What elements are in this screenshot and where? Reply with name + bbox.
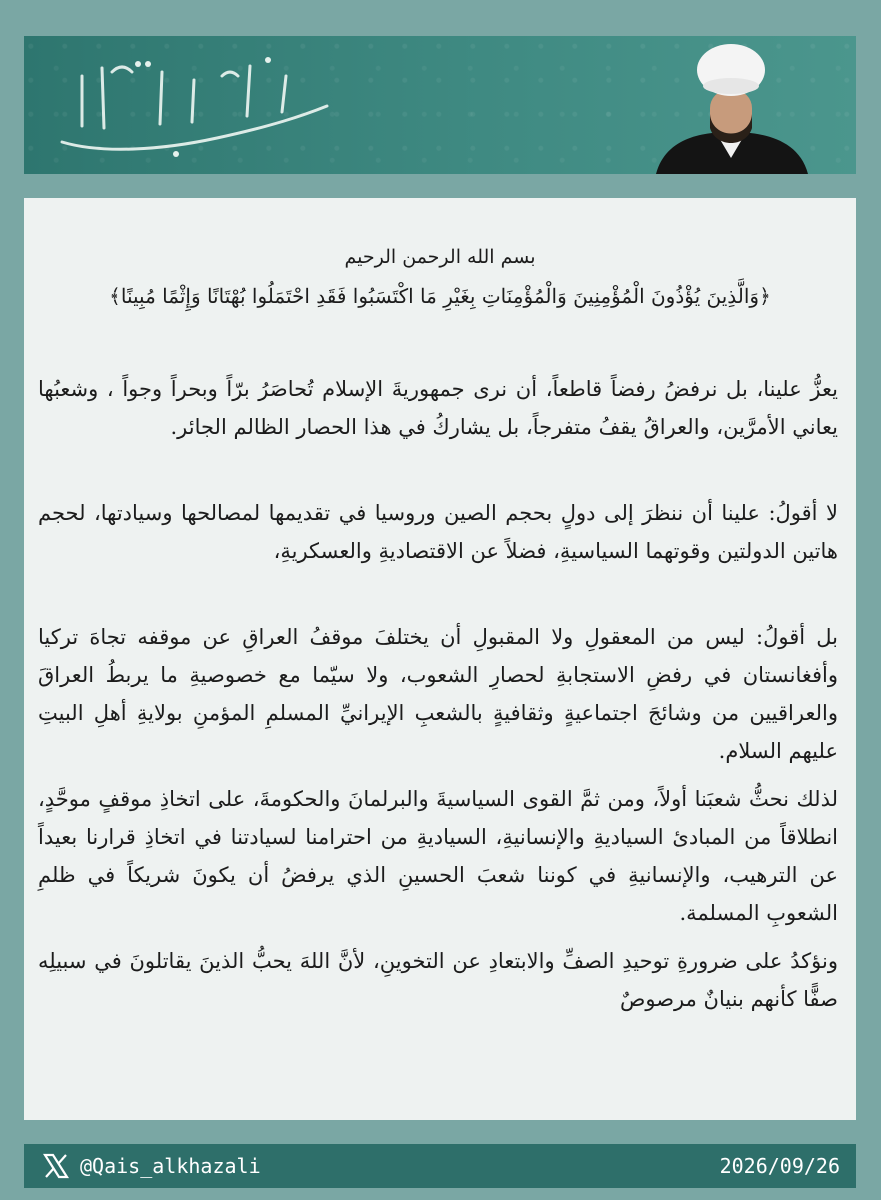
handle-text: @Qais_alkhazali bbox=[80, 1154, 261, 1178]
name-calligraphy-logo bbox=[42, 46, 342, 166]
statement-panel bbox=[24, 198, 856, 1120]
quran-verse: ﴿وَالَّذِينَ يُؤْذُونَ الْمُؤْمِنِينَ وَالْمُؤْمِنَاتِ بِغَيْرِ مَا اكْتَسَبُوا فَقَدِ احْتَمَلُوا بُهْتَانًا وَإِثْمًا مُبِينًا﴾ bbox=[109, 284, 771, 308]
paragraph: بل أقولُ: ليس من المعقولِ ولا المقبولِ أن يختلفَ موقفُ العراقِ عن موقفه تجاهَ تركيا وأفغانستان في رفضِ الاستجابةِ لحصارِ الشعوب، ولا سيّما مع خصوصيةِ ما يربطُ العراقَ والعراقيين من وشائجَ اجتماعيةٍ وثقافيةٍ بالشعبِ الإيرانيِّ المسلمِ المؤمنِ بولايةِ أهلِ البيتِ عليهم السلام. bbox=[38, 625, 838, 763]
portrait-photo bbox=[626, 36, 836, 174]
paragraph: ونؤكدُ على ضرورةِ توحيدِ الصفِّ والابتعادِ عن التخوينِ، لأنَّ اللهَ يحبُّ الذينَ يقاتلونَ في سبيلِه صفًّا كأنهم بنيانٌ مرصوصٌ bbox=[38, 949, 838, 1011]
paragraph: يعزُّ علينا، بل نرفضُ رفضاً قاطعاً، أن نرى جمهوريةَ الإسلام تُحاصَرُ برّاً وبحراً وجواً ، وشعبُها يعاني الأمرَّين، والعراقُ يقفُ متفرجاً، بل يشاركُ في هذا الحصار الظالم الجائر. bbox=[38, 377, 838, 439]
calligraphy-flourish bbox=[42, 46, 342, 166]
footer-bar bbox=[24, 1144, 856, 1188]
paragraph: لا أقولُ: علينا أن ننظرَ إلى دولٍ بحجم الصين وروسيا في تقديمها لمصالحها وسيادتها، لحجم هاتين الدولتين وقوتهما السياسيةِ، فضلاً عن الاقتصاديةِ والعسكريةِ، bbox=[38, 501, 838, 563]
header-banner bbox=[24, 36, 856, 174]
post-date: 2026/09/26 bbox=[719, 1154, 840, 1178]
x-logo-icon bbox=[42, 1152, 70, 1180]
social-handle[interactable] bbox=[42, 1152, 261, 1180]
paragraph: لذلك نحثُّ شعبَنا أولاً، ومن ثمَّ القوى السياسيةَ والبرلمانَ والحكومةَ، على اتخاذِ موقفٍ موحَّدٍ، انطلاقاً من المبادئ السياديةِ والإنسانيةِ، السياديةِ من احترامنا لسيادتنا في اتخاذِ قرارنا بعيداً عن الترهيب، والإنسانيةِ في كوننا شعبَ الحسينِ الذي يرفضُ أن يكونَ شريكاً في ظلمِ الشعوبِ المسلمة. bbox=[38, 787, 838, 925]
basmala-heading: بسم الله الرحمن الرحيم bbox=[344, 246, 536, 268]
